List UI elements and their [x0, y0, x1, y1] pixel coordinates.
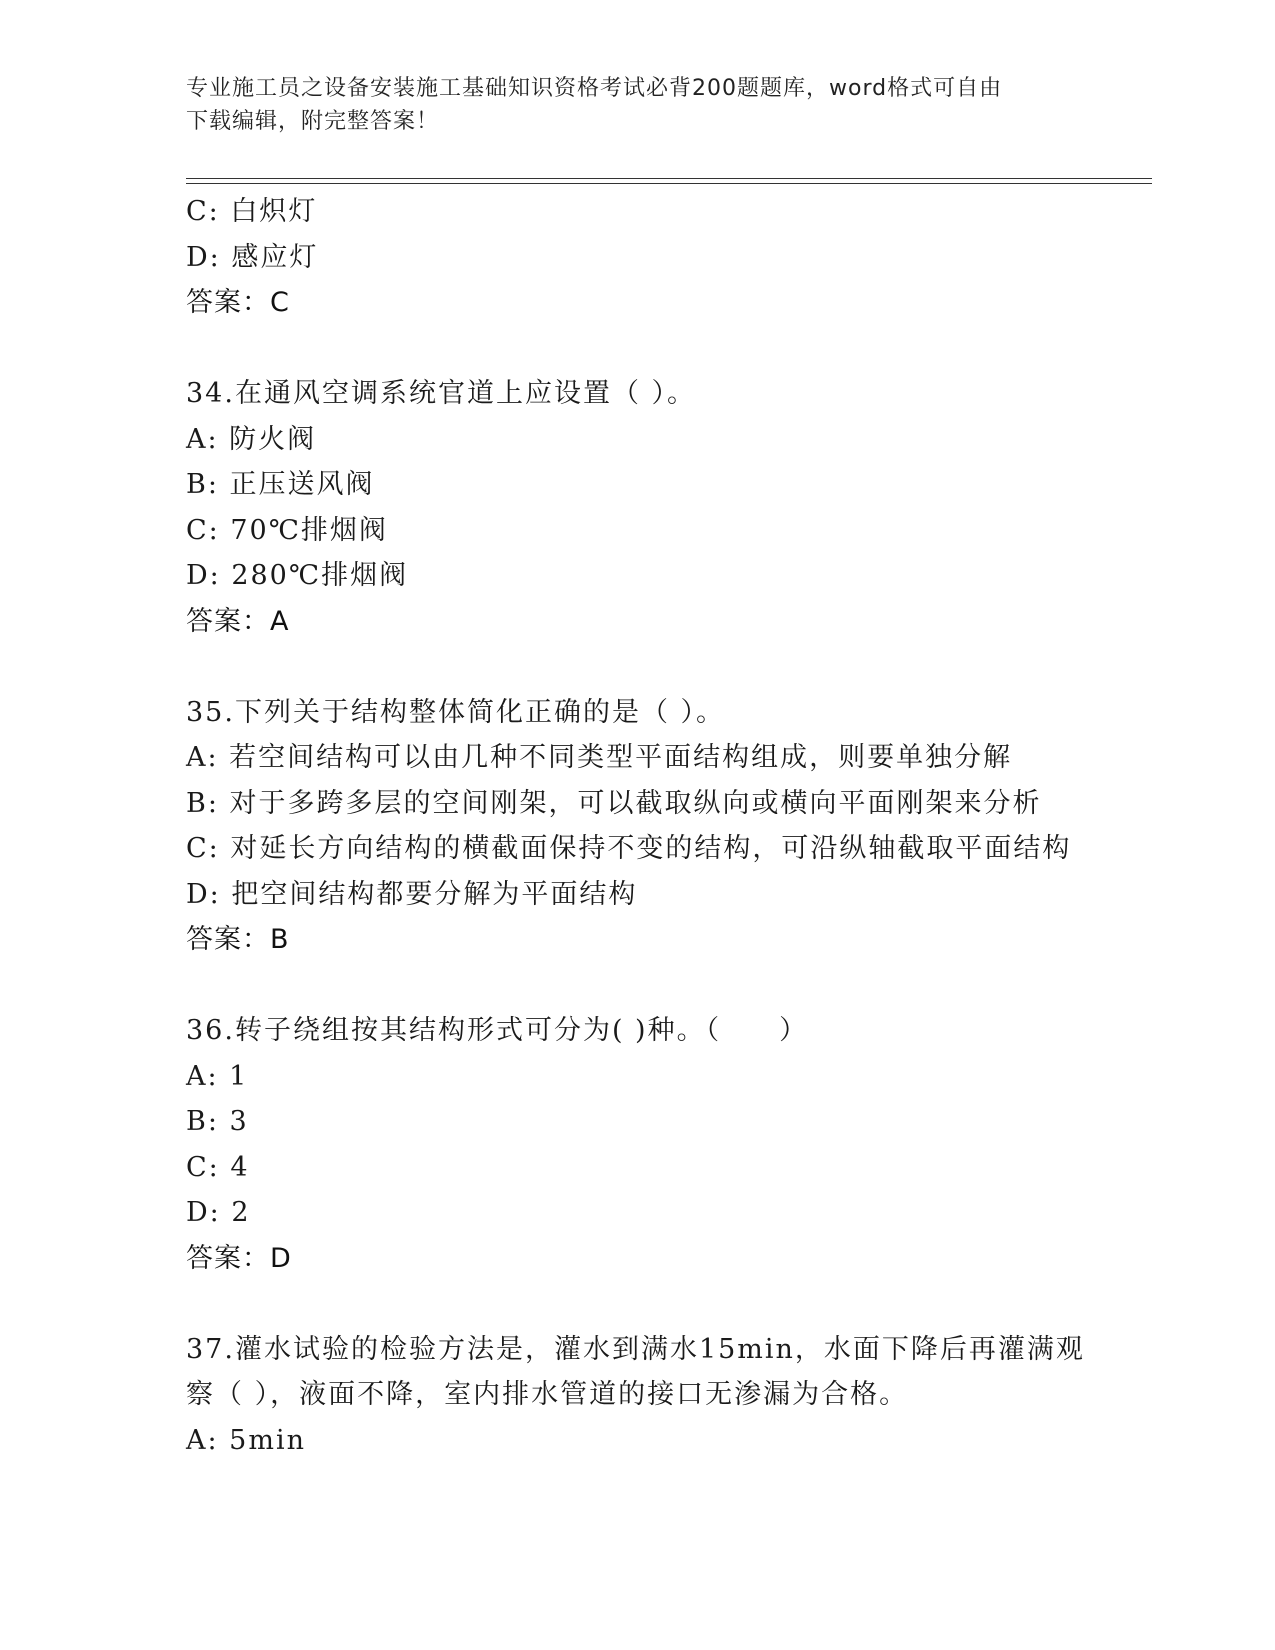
question-stem-line-2: 察（ ），液面不降，室内排水管道的接口无渗漏为合格。 [186, 1379, 909, 1410]
option-d: D: 2 [186, 1197, 251, 1228]
header-line-2: 下载编辑，附完整答案！ [186, 109, 440, 134]
question-36 [186, 1008, 1126, 1281]
spacer [186, 963, 1126, 1009]
option-b: B: 对于多跨多层的空间刚架，可以截取纵向或横向平面刚架来分析 [186, 787, 1042, 819]
question-33-continued [186, 189, 1126, 326]
question-stem: 35.下列关于结构整体简化正确的是（ ）。 [186, 696, 726, 728]
spacer [186, 1281, 1126, 1327]
header-rule-bottom [186, 183, 1152, 184]
answer-line: 答案：A [186, 605, 290, 637]
option-d: D: 280℃排烟阀 [186, 560, 409, 591]
header-line-1: 专业施工员之设备安装施工基础知识资格考试必背200题题库，word格式可自由 [186, 76, 1003, 101]
answer-line: 答案：B [186, 924, 290, 955]
question-35 [186, 690, 1126, 963]
option-b: B: 正压送风阀 [186, 469, 375, 500]
option-a: A: 若空间结构可以由几种不同类型平面结构组成，则要单独分解 [186, 742, 1013, 773]
option-c: C: 对延长方向结构的横截面保持不变的结构，可沿纵轴截取平面结构 [186, 833, 1072, 864]
option-d: D: 把空间结构都要分解为平面结构 [186, 878, 638, 910]
option-b: B: 3 [186, 1106, 249, 1137]
answer-line: 答案：C [186, 287, 290, 318]
option-a: A: 防火阀 [186, 423, 317, 455]
question-37 [186, 1327, 1126, 1464]
page-header [186, 72, 1066, 138]
option-c: C: 白炽灯 [186, 196, 318, 227]
question-stem: 34.在通风空调系统官道上应设置（ ）。 [186, 378, 697, 409]
spacer [186, 326, 1126, 372]
question-list [186, 189, 1126, 1463]
question-stem-line-1: 37.灌水试验的检验方法是，灌水到满水15min，水面下降后再灌满观 [186, 1333, 1085, 1365]
option-a: A: 1 [186, 1060, 249, 1092]
answer-line: 答案：D [186, 1242, 292, 1274]
option-c: C: 4 [186, 1151, 250, 1183]
header-rule-top [186, 178, 1152, 179]
option-a: A: 5min [186, 1424, 306, 1456]
option-c: C: 70℃排烟阀 [186, 514, 388, 546]
option-d: D: 感应灯 [186, 241, 319, 273]
question-stem: 36.转子绕组按其结构形式可分为( )种。（ ） [186, 1015, 809, 1046]
question-34 [186, 371, 1126, 644]
spacer [186, 644, 1126, 690]
